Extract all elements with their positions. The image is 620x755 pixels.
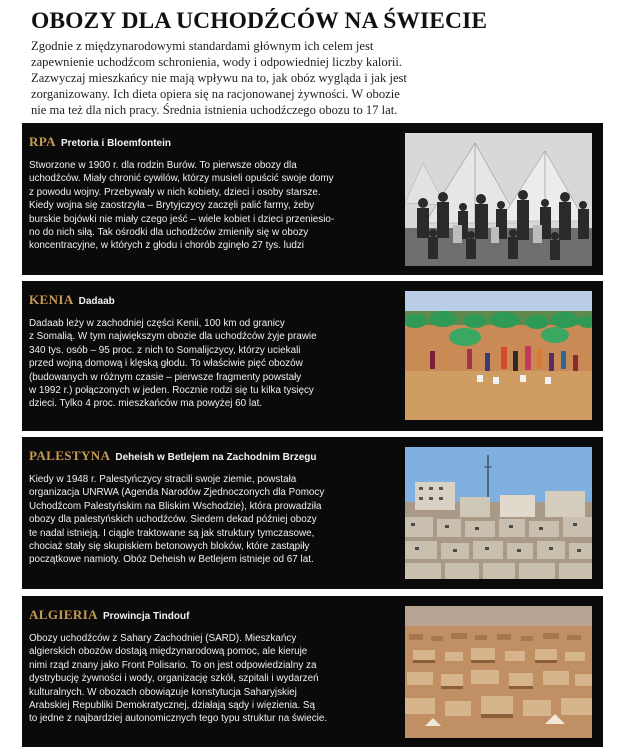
body-line: to jedne z najbardziej autonomicznych tego typu struktur na świecie. xyxy=(29,713,328,725)
body-line: przed wojną domową i klęską głodu. To właściwie pięć obozów xyxy=(29,358,303,370)
section-place: Prowincja Tindouf xyxy=(102,611,190,622)
section-palestyna xyxy=(22,437,603,589)
body-line: 340 tys. osób – 95 proc. z nich to Somalijczycy, którzy uciekali xyxy=(29,344,301,356)
intro-line: zorganizowany. Ich dieta opiera się na racjonowanej żywności. W obozie xyxy=(31,87,400,101)
section-body xyxy=(29,632,374,726)
body-line: Kiedy wojna się zaostrzyła – Brytyjczycy zaczęli palić farmy, żeby xyxy=(29,200,315,212)
section-place: Pretoria i Bloemfontein xyxy=(60,138,171,149)
section-country: KENIA xyxy=(29,292,74,307)
section-heading xyxy=(29,133,171,151)
photo-dadaab-camp xyxy=(405,291,592,420)
body-line: no do nich siłą. Tak ośrodki dla uchodźców zmieniły się w obozy xyxy=(29,227,309,239)
section-body xyxy=(29,317,374,411)
body-line: uchodźców. Miały chronić cywilów, którzy musieli opuścić swoje domy xyxy=(29,173,334,185)
body-line: (budowanych w różnym czasie – pierwsze fragmenty powstały xyxy=(29,371,302,383)
intro-line: Zgodnie z międzynarodowymi standardami głównym ich celem jest xyxy=(31,39,374,53)
body-line: początkowe namioty. Obóz Deheish w Betlejem istnieje od 67 lat. xyxy=(29,554,314,566)
body-line: dzieci. Tylko 4 proc. mieszkańców ma powyżej 60 lat. xyxy=(29,398,263,410)
photo-deheish-camp xyxy=(405,447,592,579)
body-line: burskie bojówki nie miały czego jeść – wiele kobiet i dzieci przeniesio- xyxy=(29,213,335,225)
body-line: dystrybucję żywności i wody, organizację szkół, szpitali i wydarzeń xyxy=(29,673,319,685)
section-country: RPA xyxy=(29,134,56,149)
body-line: z Somalią. W tym największym obozie dla uchodźców żyje prawie xyxy=(29,331,317,343)
section-heading xyxy=(29,606,189,624)
body-line: chociaż stały się skupiskiem betonowych bloków, które zastąpiły xyxy=(29,541,310,553)
body-line: te nadal istnieją. I ciągle traktowane są jak struktury tymczasowe, xyxy=(29,527,315,539)
section-rpa xyxy=(22,123,603,275)
section-heading xyxy=(29,291,115,309)
body-line: Uchodźcom Palestyńskim na Bliskim Wschodzie), która prowadziła xyxy=(29,500,322,512)
body-line: Arabskiej Republiki Demokratycznej, działają sądy i więzienia. Są xyxy=(29,700,315,712)
intro-line: zapewnienie uchodźcom schronienia, wody i odpowiedniej liczby kalorii. xyxy=(31,55,403,69)
photo-boer-camp xyxy=(405,133,592,266)
body-line: Obozy uchodźców z Sahary Zachodniej (SARD). Mieszkańcy xyxy=(29,633,297,644)
section-country: ALGIERIA xyxy=(29,607,98,622)
intro-line: nie ma też dla nich pracy. Średnia istnienia uchodźczego obozu to 17 lat. xyxy=(31,103,398,117)
body-line: w 1992 r.) połączonych w jeden. Rocznie rodzi się tu kilka tysięcy xyxy=(29,385,314,397)
intro-paragraph xyxy=(31,38,596,118)
intro-line: Zazwyczaj mieszkańcy nie mają wpływu na to, jak obóz wygląda i jak jest xyxy=(31,71,407,85)
body-line: z powodu wojny. Przebywały w nich kobiety, dzieci i osoby starsze. xyxy=(29,186,321,198)
section-country: PALESTYNA xyxy=(29,448,111,463)
page-title: OBOZY DLA UCHODŹCÓW NA ŚWIECIE xyxy=(31,8,488,34)
section-body xyxy=(29,473,374,567)
section-place: Dadaab xyxy=(78,296,115,307)
body-line: kulturalnych. W obozach obowiązuje konstytucja Saharyjskiej xyxy=(29,686,297,698)
body-line: koncentracyjne, w których z głodu i chorób zginęło 27 tys. ludzi xyxy=(29,240,304,252)
body-line: nimi rząd znany jako Front Polisario. To on jest odpowiedzialny za xyxy=(29,659,317,671)
photo-tindouf-camp xyxy=(405,606,592,738)
section-body xyxy=(29,159,374,253)
section-algieria xyxy=(22,596,603,747)
body-line: obozy dla palestyńskich uchodźców. Siedem dekad później obozy xyxy=(29,514,317,526)
section-kenia xyxy=(22,281,603,431)
body-line: Dadaab leży w zachodniej części Kenii, 100 km od granicy xyxy=(29,318,285,329)
section-heading xyxy=(29,447,317,465)
body-line: algierskich obozów dostają międzynarodową pomoc, ale kieruje xyxy=(29,646,308,658)
body-line: Kiedy w 1948 r. Palestyńczycy stracili swoje ziemie, powstała xyxy=(29,474,297,485)
body-line: Stworzone w 1900 r. dla rodzin Burów. To pierwsze obozy dla xyxy=(29,160,297,171)
body-line: organizacja UNRWA (Agenda Narodów Zjednoczonych dla Pomocy xyxy=(29,487,325,499)
section-place: Deheish w Betlejem na Zachodnim Brzegu xyxy=(115,452,317,463)
